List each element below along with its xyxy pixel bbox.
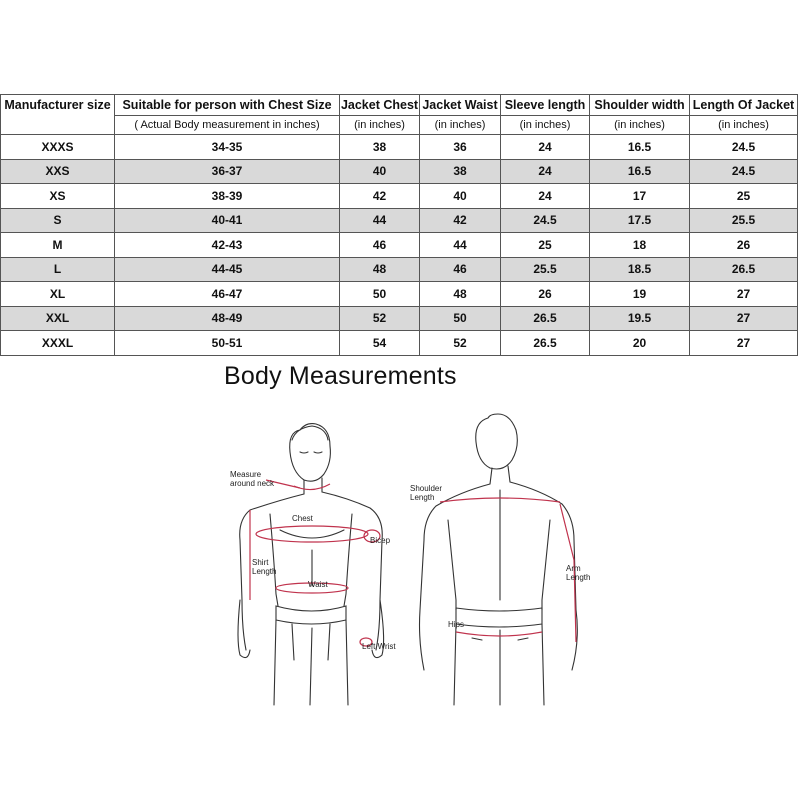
table-cell-jacket-waist: 52 <box>420 331 501 356</box>
table-cell-sleeve: 24 <box>501 135 590 160</box>
table-cell-size: L <box>1 257 115 282</box>
table-cell-jacket-chest: 42 <box>340 184 420 209</box>
back-figure <box>420 414 578 705</box>
table-row <box>1 306 798 331</box>
table-cell-chest-size: 50-51 <box>115 331 340 356</box>
neck-measure-line <box>294 484 330 490</box>
table-cell-shoulder: 18.5 <box>590 257 690 282</box>
table-cell-shoulder: 19.5 <box>590 306 690 331</box>
size-chart-table <box>0 94 798 356</box>
arm-length-label: Arm Length <box>566 564 591 582</box>
table-row <box>1 233 798 258</box>
header-row <box>1 95 798 116</box>
table-cell-sleeve: 24.5 <box>501 208 590 233</box>
table-cell-jacket-chest: 40 <box>340 159 420 184</box>
column-header: Manufacturer size <box>1 95 115 116</box>
table-cell-length: 26.5 <box>690 257 798 282</box>
table-cell-shoulder: 19 <box>590 282 690 307</box>
table-cell-jacket-chest: 54 <box>340 331 420 356</box>
table-cell-sleeve: 26 <box>501 282 590 307</box>
table-cell-chest-size: 34-35 <box>115 135 340 160</box>
table-cell-shoulder: 18 <box>590 233 690 258</box>
neck-label: Measure around neck <box>230 470 275 488</box>
waist-label: Waist <box>308 580 328 589</box>
table-cell-size: S <box>1 208 115 233</box>
table-row <box>1 159 798 184</box>
table-cell-jacket-waist: 36 <box>420 135 501 160</box>
table-cell-jacket-chest: 48 <box>340 257 420 282</box>
left-wrist-label: Left Wrist <box>362 642 396 651</box>
hips-measure-line <box>456 632 542 636</box>
table-cell-length: 24.5 <box>690 135 798 160</box>
table-cell-length: 27 <box>690 306 798 331</box>
table-cell-chest-size: 40-41 <box>115 208 340 233</box>
table-cell-jacket-waist: 48 <box>420 282 501 307</box>
table-cell-length: 26 <box>690 233 798 258</box>
table-row <box>1 208 798 233</box>
table-row <box>1 135 798 160</box>
chest-label: Chest <box>292 514 313 523</box>
table-cell-sleeve: 26.5 <box>501 331 590 356</box>
column-header-unit: (in inches) <box>501 116 590 135</box>
body-measurements-title: Body Measurements <box>224 362 457 390</box>
table-cell-sleeve: 25.5 <box>501 257 590 282</box>
table-cell-jacket-chest: 52 <box>340 306 420 331</box>
table-cell-chest-size: 36-37 <box>115 159 340 184</box>
table-cell-shoulder: 17 <box>590 184 690 209</box>
table-cell-jacket-waist: 44 <box>420 233 501 258</box>
table-cell-jacket-waist: 42 <box>420 208 501 233</box>
column-header-unit: (in inches) <box>590 116 690 135</box>
table-cell-shoulder: 16.5 <box>590 135 690 160</box>
column-header: Length Of Jacket <box>690 95 798 116</box>
body-diagram-svg <box>220 410 600 710</box>
table-cell-size: XL <box>1 282 115 307</box>
column-header: Suitable for person with Chest Size <box>115 95 340 116</box>
table-cell-jacket-waist: 46 <box>420 257 501 282</box>
table-cell-size: XXXL <box>1 331 115 356</box>
table-cell-shoulder: 20 <box>590 331 690 356</box>
table-cell-shoulder: 17.5 <box>590 208 690 233</box>
table-cell-length: 24.5 <box>690 159 798 184</box>
table-row <box>1 331 798 356</box>
table-cell-chest-size: 48-49 <box>115 306 340 331</box>
chest-measure-line <box>256 526 368 542</box>
table-cell-jacket-chest: 44 <box>340 208 420 233</box>
table-cell-length: 27 <box>690 282 798 307</box>
table-cell-jacket-waist: 50 <box>420 306 501 331</box>
table-cell-jacket-chest: 50 <box>340 282 420 307</box>
table-row <box>1 257 798 282</box>
table-cell-shoulder: 16.5 <box>590 159 690 184</box>
hips-label: Hips <box>448 620 465 629</box>
table-cell-sleeve: 25 <box>501 233 590 258</box>
column-header: Jacket Waist <box>420 95 501 116</box>
table-cell-jacket-chest: 46 <box>340 233 420 258</box>
column-header-unit: (in inches) <box>340 116 420 135</box>
table-cell-chest-size: 44-45 <box>115 257 340 282</box>
table-cell-jacket-waist: 38 <box>420 159 501 184</box>
bicep-label: Bicep <box>370 536 391 545</box>
table-cell-chest-size: 38-39 <box>115 184 340 209</box>
table-cell-sleeve: 24 <box>501 184 590 209</box>
table-cell-sleeve: 26.5 <box>501 306 590 331</box>
column-header-unit: ( Actual Body measurement in inches) <box>115 116 340 135</box>
header-subrow <box>1 116 798 135</box>
table-cell-chest-size: 46-47 <box>115 282 340 307</box>
table-row <box>1 282 798 307</box>
table-row <box>1 184 798 209</box>
column-header: Jacket Chest <box>340 95 420 116</box>
table-cell-jacket-chest: 38 <box>340 135 420 160</box>
column-header: Sleeve length <box>501 95 590 116</box>
table-cell-length: 25.5 <box>690 208 798 233</box>
table-cell-size: XXL <box>1 306 115 331</box>
table-cell-size: XS <box>1 184 115 209</box>
table-cell-chest-size: 42-43 <box>115 233 340 258</box>
column-header-unit: (in inches) <box>690 116 798 135</box>
table-cell-size: M <box>1 233 115 258</box>
column-header-unit: (in inches) <box>420 116 501 135</box>
table-cell-sleeve: 24 <box>501 159 590 184</box>
shirt-length-label: Shirt Length <box>252 558 277 576</box>
table-cell-size: XXXS <box>1 135 115 160</box>
table-cell-length: 27 <box>690 331 798 356</box>
table-cell-length: 25 <box>690 184 798 209</box>
shoulder-length-label: Shoulder Length <box>410 484 443 502</box>
table-cell-jacket-waist: 40 <box>420 184 501 209</box>
column-header-unit <box>1 116 115 135</box>
table-cell-size: XXS <box>1 159 115 184</box>
body-measurement-figure <box>220 410 600 710</box>
column-header: Shoulder width <box>590 95 690 116</box>
